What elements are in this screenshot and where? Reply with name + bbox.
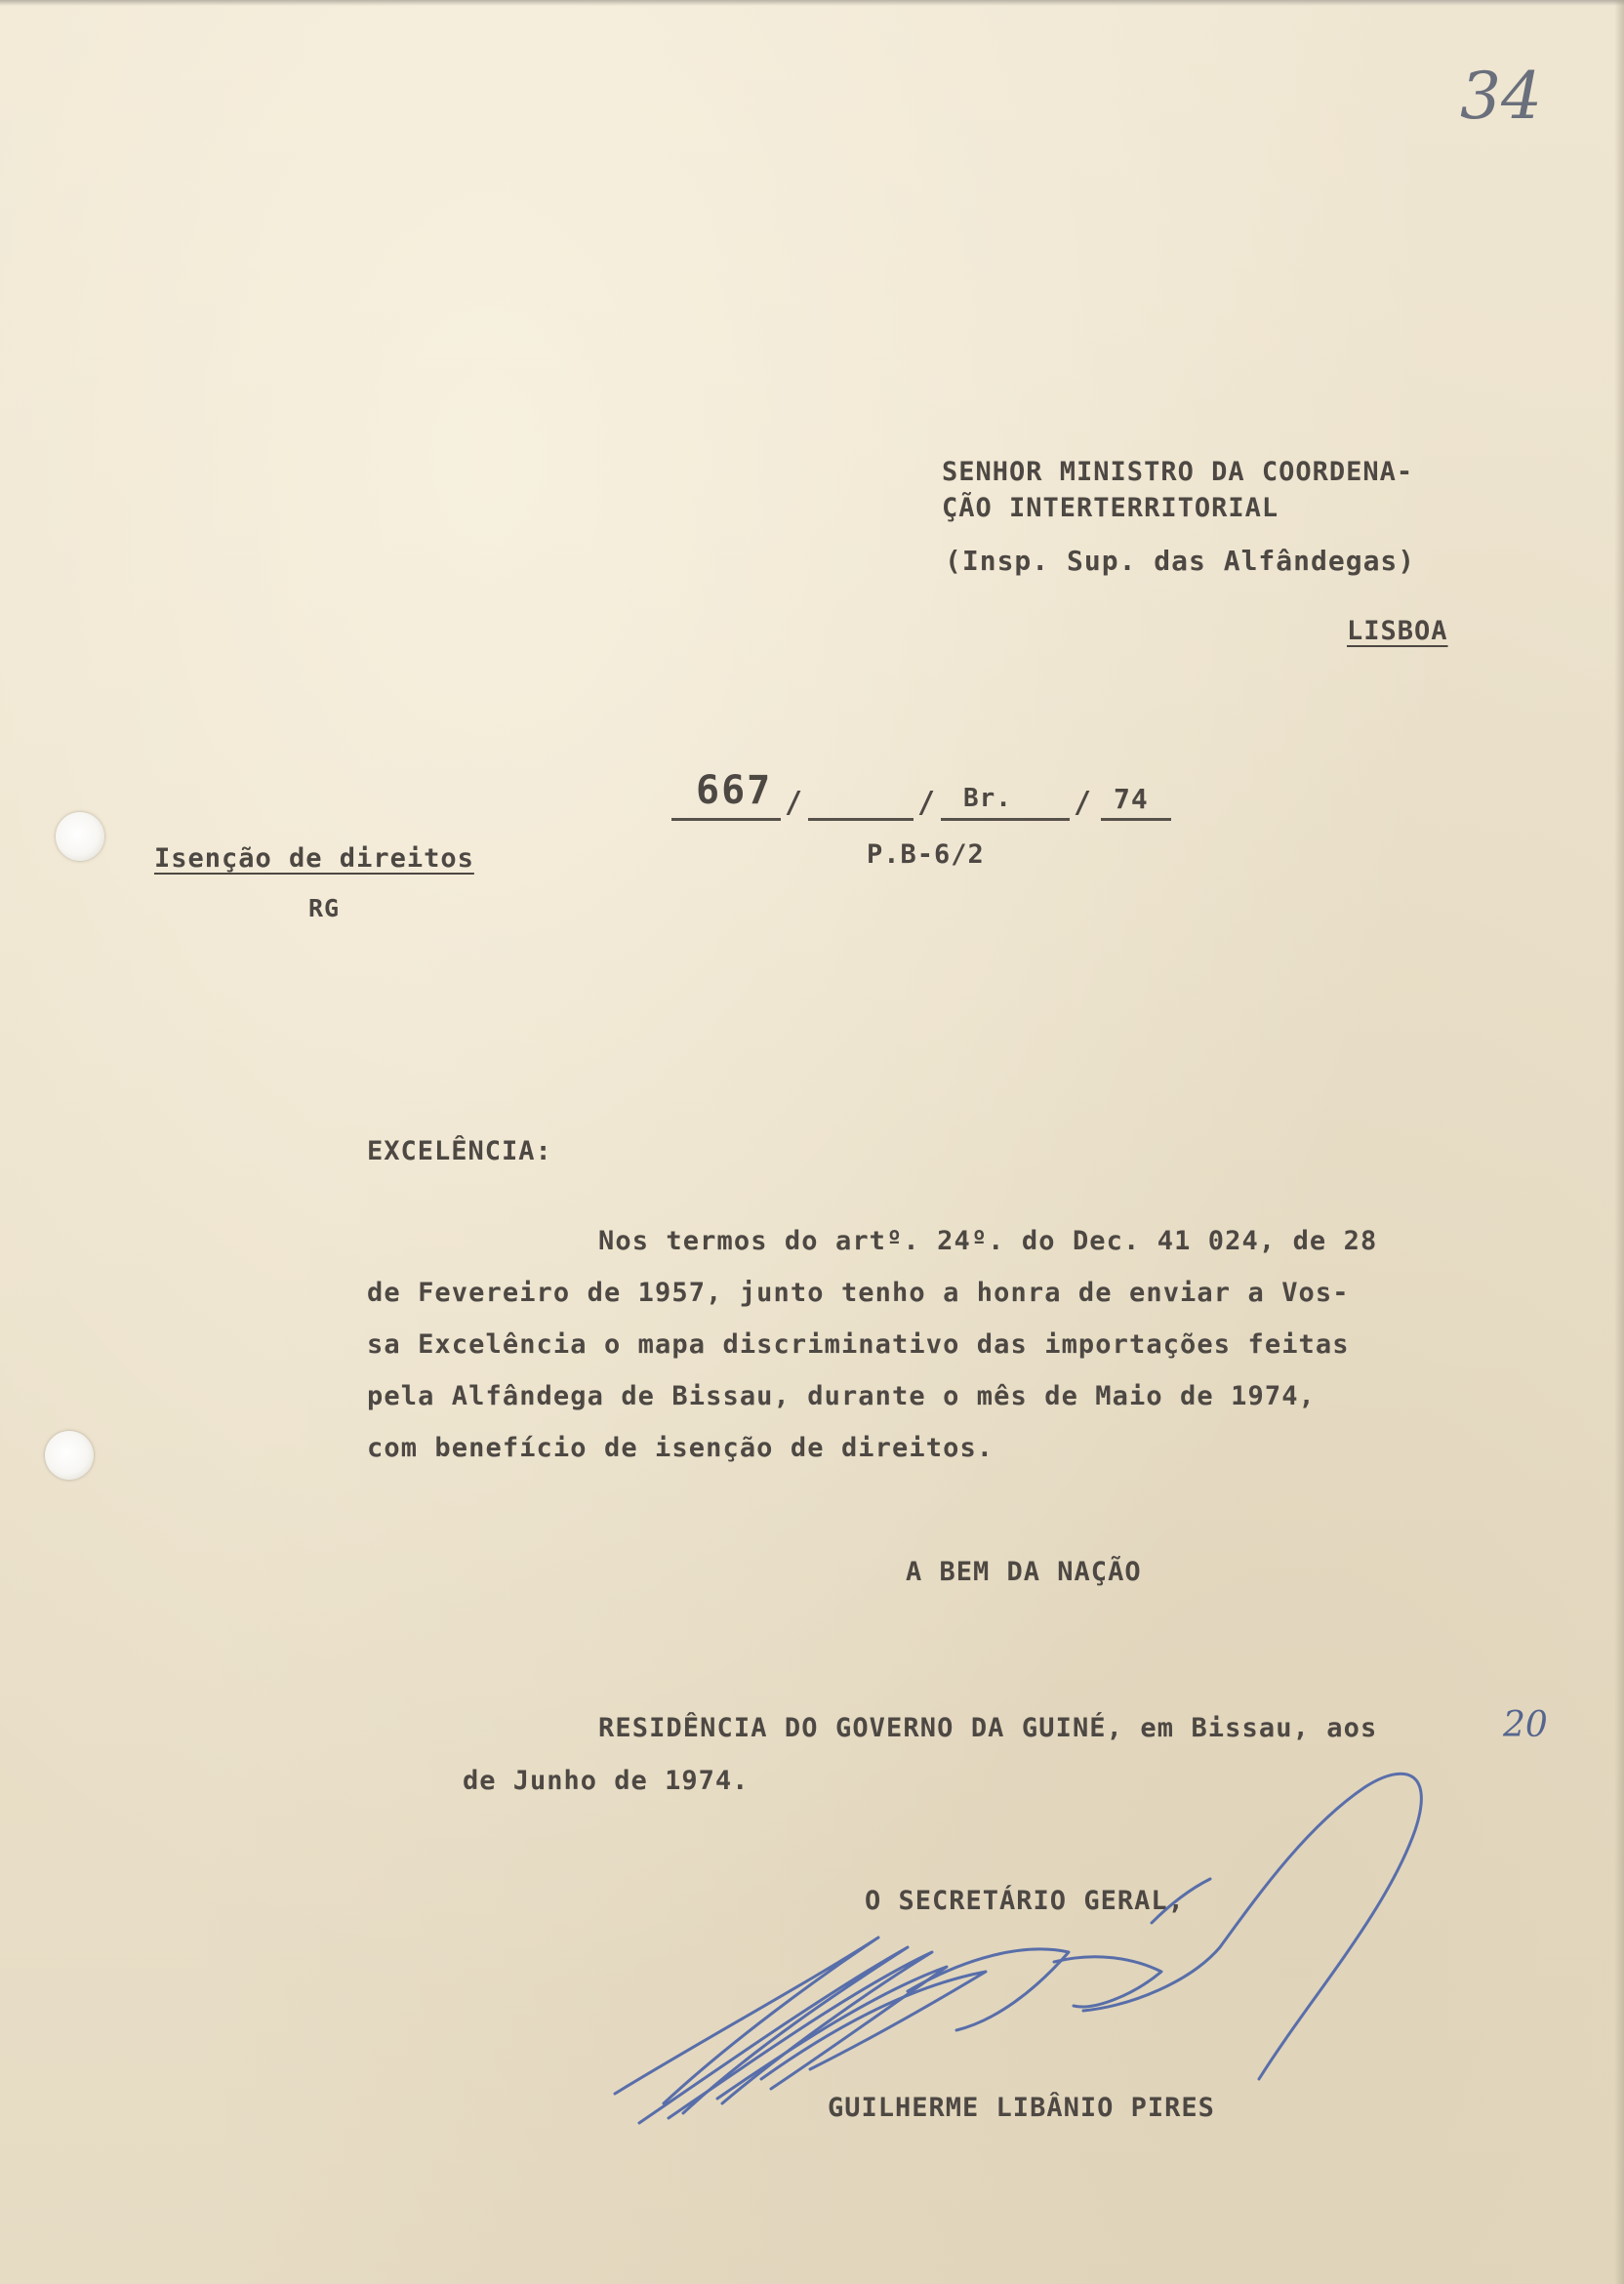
page-top-edge [0, 0, 1624, 6]
place-date-line-2: de Junho de 1974. [463, 1766, 750, 1796]
body-line-4: pela Alfândega de Bissau, durante o mês de Maio de 1974, [367, 1381, 1316, 1411]
reference-underline-2 [808, 818, 914, 821]
closing-formula: A BEM DA NAÇÃO [906, 1557, 1142, 1587]
addressee-line-3: (Insp. Sup. das Alfândegas) [945, 545, 1416, 577]
punch-hole-top [56, 812, 104, 861]
subject-code: RG [308, 894, 341, 922]
reference-year: 74 [1114, 783, 1149, 815]
reference-underline-3 [941, 818, 1070, 821]
body-line-5: com benefício de isenção de direitos. [367, 1433, 995, 1463]
addressee-city: LISBOA [1347, 616, 1448, 646]
signer-title: O SECRETÁRIO GERAL, [865, 1886, 1185, 1916]
reference-process: P.B-6/2 [867, 839, 985, 870]
reference-slash-3: / [1074, 786, 1092, 820]
reference-underline-1 [671, 818, 781, 821]
subject-title: Isenção de direitos [154, 843, 474, 874]
body-line-3: sa Excelência o mapa discriminativo das importações feitas [367, 1329, 1350, 1360]
signer-name: GUILHERME LIBÂNIO PIRES [828, 2093, 1215, 2123]
page-right-edge [1614, 0, 1624, 2284]
reference-slash-1: / [785, 786, 803, 820]
addressee-line-2: ÇÃO INTERTERRITORIAL [942, 493, 1279, 523]
salutation: EXCELÊNCIA: [367, 1136, 552, 1166]
page-number: 34 [1460, 59, 1542, 134]
body-line-2: de Fevereiro de 1957, junto tenho a honra de enviar a Vos- [367, 1278, 1350, 1308]
punch-hole-bottom [45, 1431, 94, 1480]
reference-underline-4 [1101, 818, 1171, 821]
reference-series: Br. [963, 784, 1012, 813]
body-line-1: Nos termos do artº. 24º. do Dec. 41 024, de 28 [598, 1226, 1378, 1256]
reference-number: 667 [696, 768, 773, 813]
reference-slash-2: / [917, 786, 936, 820]
place-date-day: 20 [1503, 1705, 1548, 1745]
addressee-line-1: SENHOR MINISTRO DA COORDENA- [942, 457, 1414, 487]
place-date-line-1: RESIDÊNCIA DO GOVERNO DA GUINÉ, em Bissau, aos [598, 1713, 1378, 1743]
